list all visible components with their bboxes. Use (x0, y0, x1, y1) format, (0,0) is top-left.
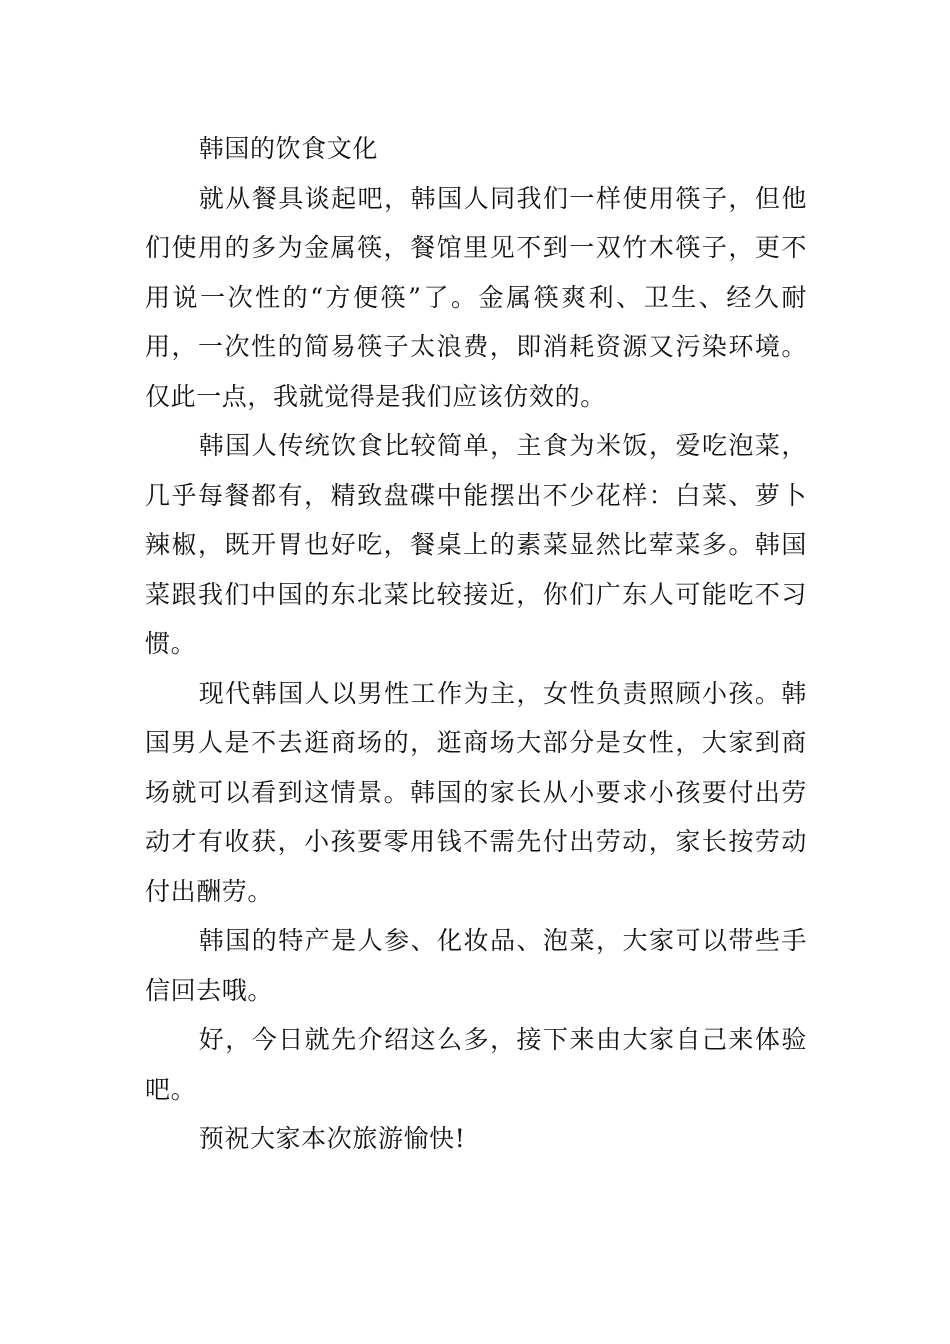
paragraph-modern-life: 现代韩国人以男性工作为主，女性负责照顾小孩。韩国男人是不去逛商场的，逛商场大部分是女性，大家到商场就可以看到这情景。韩国的家长从小要求小孩要付出劳动才有收获，小孩要零用钱不需先付出劳动，家长按劳动付出酬劳。 (145, 678, 807, 906)
document-body (145, 124, 807, 1164)
paragraph-closing: 好，今日就先介绍这么多，接下来由大家自己来体验吧。 (145, 1025, 807, 1104)
paragraph-wishes: 预祝大家本次旅游愉快! (198, 1124, 466, 1153)
paragraph-traditional-diet: 韩国人传统饮食比较简单，主食为米饭，爱吃泡菜，几乎每餐都有，精致盘碟中能摆出不少花样：白菜、萝卜辣椒，既开胃也好吃，餐桌上的素菜显然比荤菜多。韩国菜跟我们中国的东北菜比较接近，你们广东人可能吃不习惯。 (145, 431, 807, 658)
paragraph-specialties: 韩国的特产是人参、化妆品、泡菜，大家可以带些手信回去哦。 (145, 926, 807, 1005)
document-title: 韩国的饮食文化 (198, 134, 378, 163)
paragraph-chopsticks: 就从餐具谈起吧，韩国人同我们一样使用筷子，但他们使用的多为金属筷，餐馆里见不到一双竹木筷子，更不用说一次性的“方便筷”了。金属筷爽利、卫生、经久耐用，一次性的简易筷子太浪费，即消耗资源又污染环境。仅此一点，我就觉得是我们应该仿效的。 (145, 183, 807, 411)
